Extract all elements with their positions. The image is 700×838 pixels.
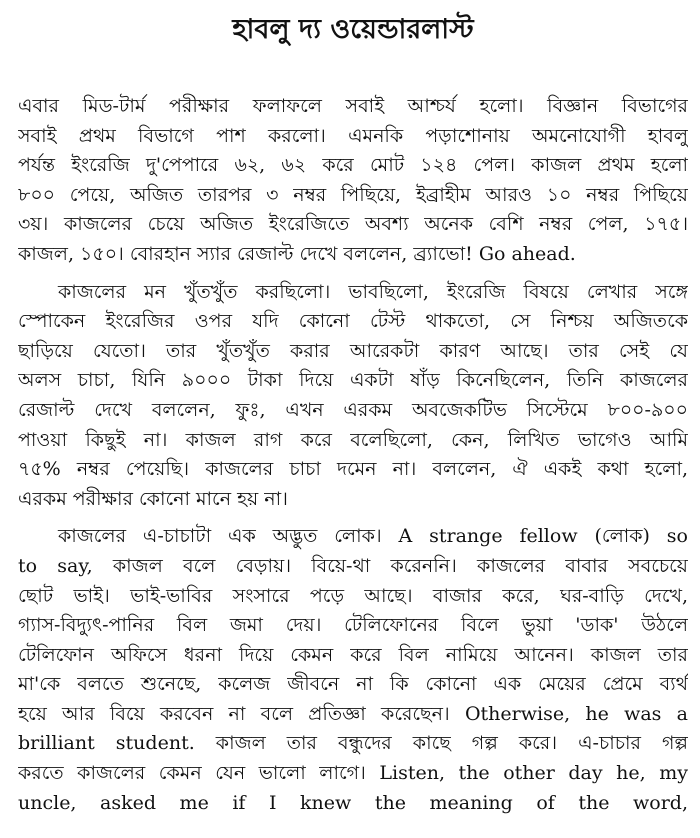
- body-text: [18, 92, 688, 818]
- text-line: ছাড়িয়ে যেতো। তার খুঁতখুঁত করার আরেকটা কারণ আছে। তার সেই যে: [18, 339, 688, 362]
- paragraph-3: [18, 522, 688, 818]
- text-line: স্পোকেন ইংরেজির ওপর যদি কোনো টেস্ট থাকতো, সে নিশ্চয় অজিতকে: [18, 310, 688, 333]
- text-line: to say, কাজল বলে বেড়ায়। বিয়ে-থা করেননি। কাজলের বাবার সবচেয়ে: [18, 554, 688, 577]
- text-line: হয়ে আর বিয়ে করবেন না বলে প্রতিজ্ঞা করেছেন। Otherwise, he was a: [18, 702, 688, 725]
- text-line: পর্যন্ত ইংরেজি দু'পেপারে ৬২, ৬২ করে মোট ১২৪ পেল। কাজল প্রথম হলো: [18, 154, 688, 177]
- text-line: এবার মিড-টার্ম পরীক্ষার ফলাফলে সবাই আশ্চর্য হলো। বিজ্ঞান বিভাগের: [18, 95, 688, 117]
- text-line: পাওয়া কিছুই না। কাজল রাগ করে বলেছিলো, কেন, লিখিত ভাগেও আমি: [18, 428, 688, 451]
- text-line: অলস চাচা, যিনি ৯০০০ টাকা দিয়ে একটা ষাঁড় কিনেছিলেন, তিনি কাজলের: [18, 369, 688, 392]
- paragraph-2: [18, 278, 688, 515]
- text-line: brilliant student. কাজল তার বন্ধুদের কাছে গল্প করে। এ-চাচার গল্প: [18, 732, 688, 755]
- text-line: সবাই প্রথম বিভাগে পাশ করলো। এমনকি পড়াশোনায় অমনোযোগী হাবলু: [18, 124, 688, 147]
- text-line: ছোট ভাই। ভাই-ভাবির সংসারে পড়ে আছে। বাজার করে, ঘর-বাড়ি দেখে,: [18, 584, 688, 607]
- text-line: uncle, asked me if I knew the meaning of the word,: [18, 791, 688, 814]
- text-line: ৮০০ পেয়ে, অজিত তারপর ৩ নম্বর পিছিয়ে, ইব্রাহীম আরও ১০ নম্বর পিছিয়ে: [18, 183, 688, 206]
- text-line: কাজলের মন খুঁতখুঁত করছিলো। ভাবছিলো, ইংরেজি বিষয়ে লেখার সঙ্গে: [58, 280, 688, 303]
- text-line: ৩য়। কাজলের চেয়ে অজিত ইংরেজিতে অবশ্য অনেক বেশি নম্বর পেল, ১৭৫।: [18, 213, 688, 236]
- text-line: এরকম পরীক্ষার কোনো মানে হয় না।: [18, 487, 288, 510]
- text-line: রেজাল্ট দেখে বললেন, ফুঃ, এখন এরকম অবজেকটিভ সিস্টেমে ৮০০-৯০০: [18, 398, 688, 421]
- text-line: ৭৫% নম্বর পেয়েছি। কাজলের চাচা দমেন না। বললেন, ঐ একই কথা হলো,: [18, 458, 688, 481]
- text-line: মা'কে বলতে শুনেছে, কলেজ জীবনে না কি কোনো এক মেয়ের প্রেমে ব্যর্থ: [18, 673, 688, 696]
- paragraph-1: [18, 92, 688, 270]
- book-page: [18, 0, 688, 838]
- chapter-title: হাবলু দ্য ওয়েন্ডারলাস্ট: [232, 14, 474, 45]
- text-line: কাজলের এ-চাচাটা এক অদ্ভুত লোক। A strange fellow (লোক) so: [58, 525, 688, 548]
- text-line: করতে কাজলের কেমন যেন ভালো লাগে। Listen, the other day he, my: [18, 762, 688, 785]
- text-line: গ্যাস-বিদ্যুৎ-পানির বিল জমা দেয়। টেলিফোনের বিলে ভুয়া 'ডাক' উঠলে: [18, 614, 688, 637]
- text-line: কাজল, ১৫০। বোরহান স্যার রেজাল্ট দেখে বললেন, ব্র্যাভো! Go ahead.: [18, 242, 576, 265]
- text-line: টেলিফোন অফিসে ধরনা দিয়ে কেমন করে বিল নামিয়ে আনেন। কাজল তার: [18, 643, 688, 666]
